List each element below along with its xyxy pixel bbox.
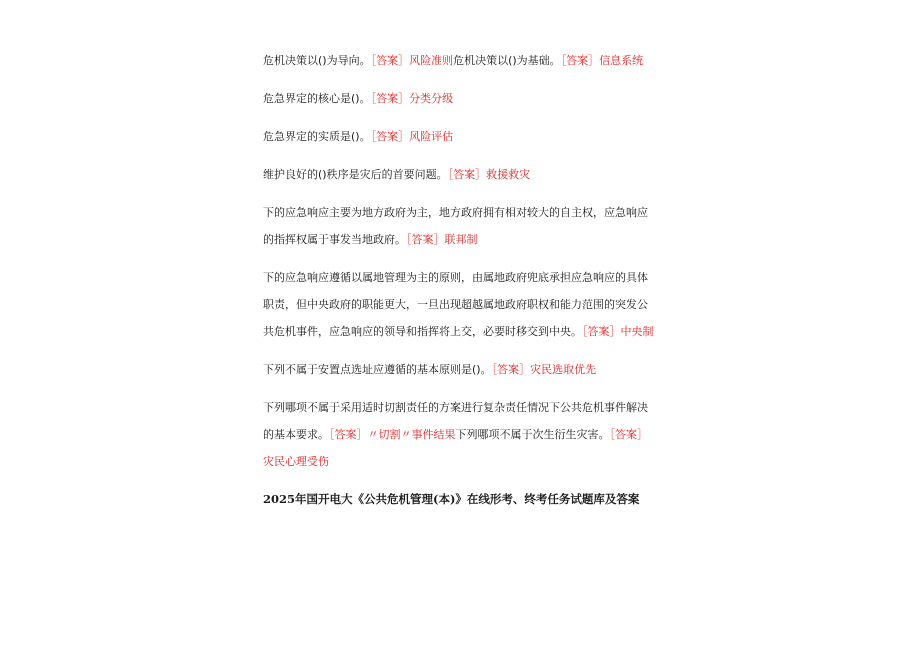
question-text: 维护良好的()秩序是灾后的首要问题。	[263, 168, 448, 181]
question-text: 下列哪项不属于采用适时切割责任的方案进行复杂责任情况下公共危机事件解决的基本要求。	[263, 401, 648, 441]
question-text: 危机决策以()为基础。	[453, 54, 561, 67]
answer-text: ［答案］灾民选取优先	[491, 363, 597, 376]
question-item	[263, 123, 655, 150]
question-text: 危机决策以()为导向。	[263, 54, 371, 67]
question-text: 下列不属于安置点选址应遵循的基本原则是()。	[263, 363, 492, 376]
question-text: 危急界定的核心是()。	[263, 92, 371, 105]
question-item	[263, 264, 655, 345]
question-item	[263, 356, 655, 383]
answer-text: ［答案］救援救灾	[447, 168, 531, 181]
question-text: 下的应急响应主要为地方政府为主，地方政府拥有相对较大的自主权，应急响应的指挥权属于事发当地政府。	[263, 206, 648, 246]
answer-text: ［答案］分类分级	[370, 92, 454, 105]
question-item	[263, 47, 655, 74]
question-item	[263, 199, 655, 253]
answer-text: ［答案］风险准则	[370, 54, 454, 67]
question-text: 下的应急响应遵循以属地管理为主的原则，由属地政府兜底承担应急响应的具体职责，但中央政府的职能更大，一旦出现超越属地政府职权和能力范围的突发公共危机事件，应急响应的领导和指挥将上交，必要时移交到中央。	[263, 271, 648, 338]
document-title: 2025年国开电大《公共危机管理(本)》在线形考、终考任务试题库及答案	[263, 492, 640, 506]
document-page	[263, 47, 655, 513]
question-text: 下列哪项不属于次生衍生灾害。	[455, 428, 610, 441]
qa-list	[263, 47, 655, 475]
answer-text: ［答案］灾民心理受伤	[263, 428, 648, 468]
answer-text: ［答案］风险评估	[370, 130, 454, 143]
question-text: 危急界定的实质是()。	[263, 130, 371, 143]
answer-text: ［答案］〃切割〃事件结果	[329, 428, 456, 441]
answer-text: ［答案］中央制	[582, 325, 654, 338]
question-item	[263, 85, 655, 112]
answer-text: ［答案］联邦制	[406, 233, 478, 246]
answer-text: ［答案］信息系统	[560, 54, 644, 67]
question-item	[263, 161, 655, 188]
question-item	[263, 394, 655, 475]
